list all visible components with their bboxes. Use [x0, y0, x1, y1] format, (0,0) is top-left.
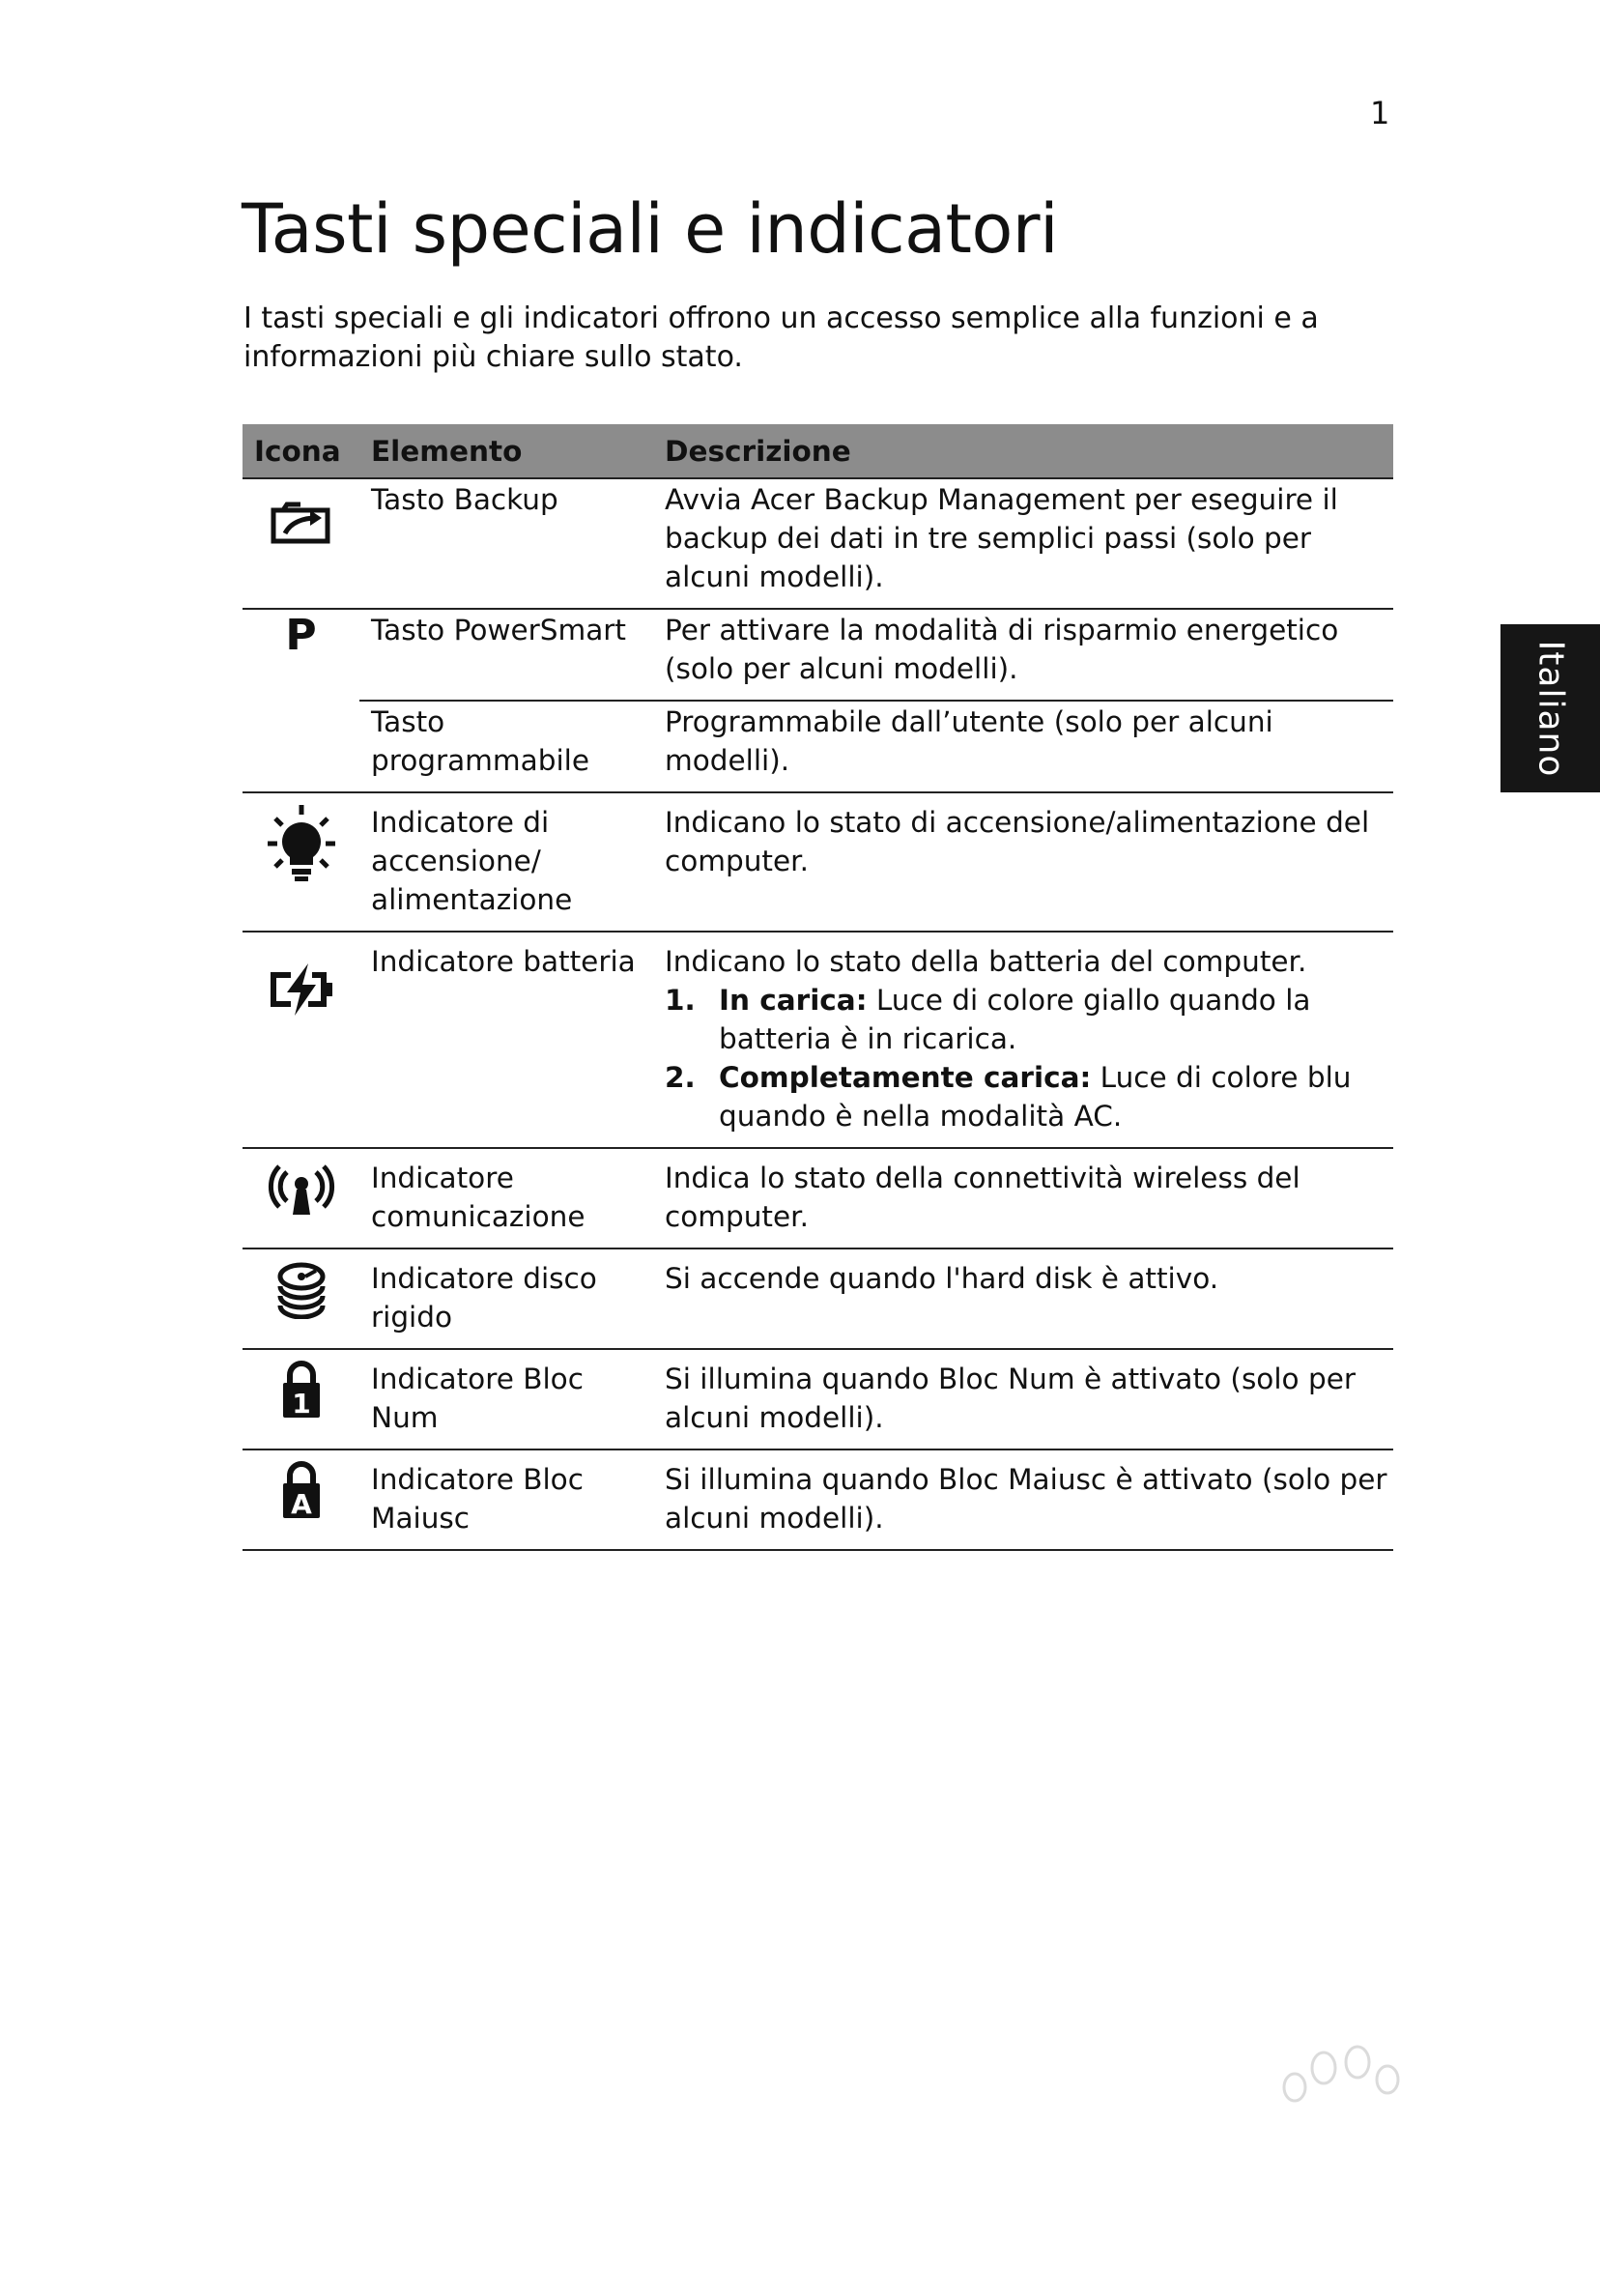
element-cell: Indicatore Bloc Num — [359, 1349, 653, 1449]
element-cell: Indicatore disco rigido — [359, 1248, 653, 1349]
element-cell: Indicatore di accensione/ alimentazione — [359, 792, 653, 932]
element-cell: Indicatore comunicazione — [359, 1148, 653, 1248]
description-cell: Si accende quando l'hard disk è attivo. — [653, 1248, 1393, 1349]
table-row — [243, 1449, 1393, 1550]
language-tab — [1500, 624, 1600, 792]
element-cell: Tasto programmabile — [359, 701, 653, 792]
step-text: Luce di colore giallo quando la batteria è in ricarica. — [719, 984, 1311, 1055]
table-row — [243, 1349, 1393, 1449]
element-cell: Indicatore Bloc Maiusc — [359, 1449, 653, 1550]
description-cell: Indica lo stato della connettività wireless del computer. — [653, 1148, 1393, 1248]
description-cell: Programmabile dall’utente (solo per alcuni modelli). — [653, 701, 1393, 792]
battery-description: Indicano lo stato della batteria del computer. — [665, 945, 1307, 978]
step-number: 2. — [665, 1061, 696, 1094]
intro-paragraph: I tasti speciali e gli indicatori offrono un accesso semplice alla funzioni e a informazioni più chiare sullo stato. — [243, 301, 1319, 374]
hard-disk-icon — [266, 1259, 337, 1319]
description-cell: Si illumina quando Bloc Maiusc è attivato (solo per alcuni modelli). — [653, 1449, 1393, 1550]
caps-lock-icon — [266, 1460, 337, 1520]
page-title: Tasti speciali e indicatori — [242, 189, 1059, 269]
step-text: Luce di colore blu quando è nella modalità AC. — [719, 1061, 1352, 1133]
table-row — [243, 792, 1393, 932]
element-cell: Tasto Backup — [359, 478, 653, 609]
num-lock-glyph: 1 — [291, 1388, 311, 1420]
table-row — [243, 478, 1393, 609]
table-header-row — [243, 424, 1393, 478]
battery-states-list — [665, 981, 1387, 1135]
page-number: 1 — [1370, 95, 1390, 131]
description-cell: Per attivare la modalità di risparmio energetico (solo per alcuni modelli). — [653, 609, 1393, 701]
element-cell: Indicatore batteria — [359, 932, 653, 1148]
header-description: Descrizione — [653, 424, 1393, 478]
language-tab-label: Italiano — [1530, 640, 1571, 777]
list-item — [665, 981, 1387, 1058]
battery-charging-icon — [266, 960, 337, 1019]
description-cell: Indicano lo stato di accensione/alimentazione del computer. — [653, 792, 1393, 932]
table-row — [243, 701, 1393, 792]
step-label: Completamente carica: — [719, 1061, 1092, 1094]
power-lightbulb-icon — [266, 803, 337, 884]
step-number: 1. — [665, 984, 696, 1017]
table-row — [243, 1148, 1393, 1248]
num-lock-icon — [266, 1360, 337, 1420]
list-item — [665, 1058, 1387, 1135]
backup-key-icon — [266, 491, 337, 551]
keys-indicators-table — [243, 424, 1393, 1551]
header-element: Elemento — [359, 424, 653, 478]
table-row — [243, 609, 1393, 701]
header-icon: Icona — [243, 424, 359, 478]
table-row — [243, 932, 1393, 1148]
baidu-jingyan-watermark — [1121, 2039, 1507, 2232]
powersmart-p-icon: P — [285, 611, 317, 660]
table-row — [243, 1248, 1393, 1349]
description-cell — [653, 932, 1393, 1148]
step-label: In carica: — [719, 984, 868, 1017]
caps-lock-glyph: A — [290, 1488, 312, 1520]
description-cell: Avvia Acer Backup Management per eseguire il backup dei dati in tre semplici passi (solo per alcuni modelli). — [653, 478, 1393, 609]
wireless-antenna-icon — [266, 1159, 337, 1219]
description-cell: Si illumina quando Bloc Num è attivato (solo per alcuni modelli). — [653, 1349, 1393, 1449]
element-cell: Tasto PowerSmart — [359, 609, 653, 701]
